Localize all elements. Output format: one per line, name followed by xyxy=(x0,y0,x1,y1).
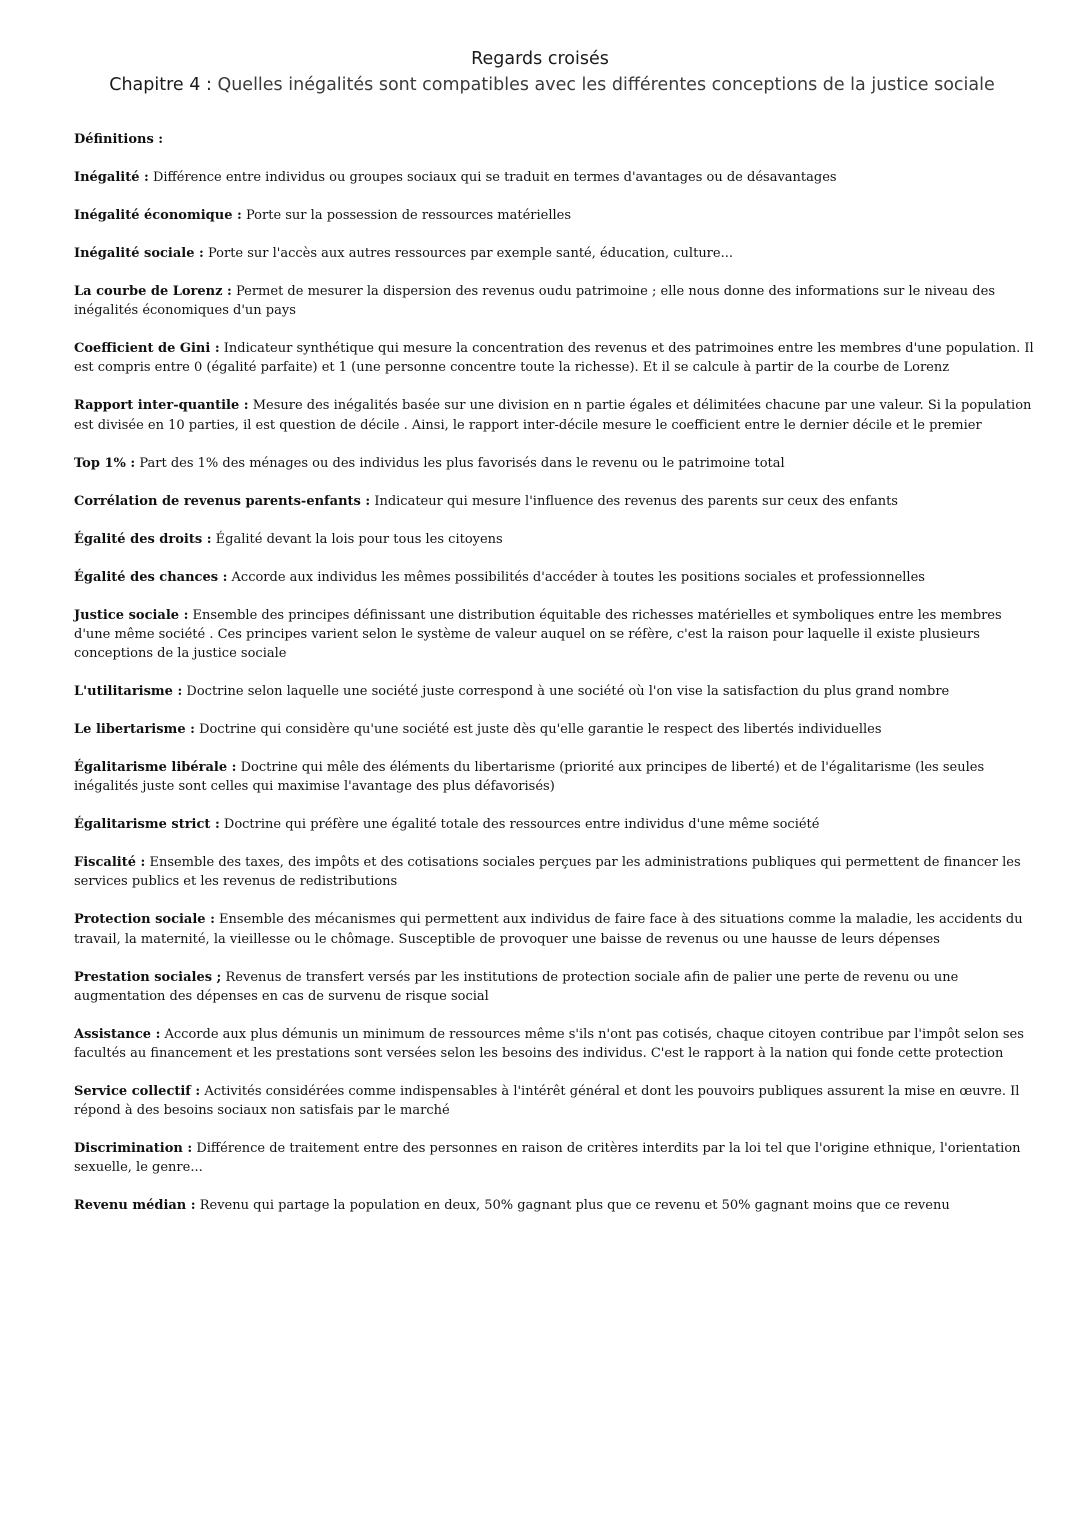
page-title: Regards croisés xyxy=(471,49,609,69)
definitions-section xyxy=(74,130,1034,1234)
definition-item xyxy=(74,606,1034,664)
definition-text: Doctrine selon laquelle une société juste correspond à une société où l'on vise la satisfaction du plus grand nombre xyxy=(186,684,950,700)
definition-item xyxy=(74,568,1034,587)
definition-term: Service collectif : xyxy=(74,1084,201,1100)
chapter-label: Chapitre 4 : xyxy=(109,75,212,95)
definition-item xyxy=(74,530,1034,549)
definition-item xyxy=(74,1082,1034,1120)
page-header xyxy=(0,46,1080,98)
definition-term: Égalité des droits : xyxy=(74,531,212,547)
definition-item xyxy=(74,396,1034,434)
definition-term: Égalitarisme strict : xyxy=(74,817,220,833)
definition-term: Inégalité économique : xyxy=(74,208,242,223)
definition-term: Assistance : xyxy=(74,1026,161,1042)
definition-item xyxy=(74,815,1034,834)
definition-item xyxy=(74,968,1034,1006)
chapter-title: Quelles inégalités sont compatibles avec les différentes conceptions de la justice sociale xyxy=(217,75,995,95)
definition-text: Revenus de transfert versés par les institutions de protection sociale afin de palier une perte de revenu ou une augmentation des dépenses en cas de survenu de risque social xyxy=(74,969,959,1004)
definition-item xyxy=(74,1139,1034,1177)
definition-item xyxy=(74,339,1034,377)
definition-term: Protection sociale : xyxy=(74,912,215,928)
definition-term: Corrélation de revenus parents-enfants : xyxy=(74,493,371,509)
definition-term: Fiscalité : xyxy=(74,855,146,871)
definition-text: Ensemble des mécanismes qui permettent aux individus de faire face à des situations comme la maladie, les accidents du travail, la maternité, la vieillesse ou le chômage. Susceptible de provoquer une baisse de revenus ou une hausse de leurs dépenses xyxy=(74,912,1023,947)
section-title: Définitions : xyxy=(74,132,164,147)
definition-term: Top 1% : xyxy=(74,455,136,471)
definition-item xyxy=(74,454,1034,473)
definition-item xyxy=(74,758,1034,796)
definition-text: Accorde aux plus démunis un minimum de ressources même s'ils n'ont pas cotisés, chaque citoyen contribue par l'impôt selon ses facultés au financement et les prestations sont versées selon les besoins des individus. C'est le rapport à la nation qui fonde cette protection xyxy=(74,1026,1024,1062)
definition-term: Rapport inter-quantile : xyxy=(74,398,249,414)
definition-text: Doctrine qui considère qu'une société est juste dès qu'elle garantie le respect des libertés individuelles xyxy=(199,722,882,738)
chapter-heading xyxy=(24,72,1080,98)
definition-item xyxy=(74,720,1034,739)
definition-item xyxy=(74,492,1034,511)
definition-text: Doctrine qui préfère une égalité totale des ressources entre individus d'une même société xyxy=(223,817,820,833)
definition-text: Indicateur synthétique qui mesure la concentration des revenus et des patrimoines entre les membres d'une population. Il est compris entre 0 (égalité parfaite) et 1 (une personne concentre toute la richesse). Et il se calcule à partir de la courbe de Lorenz xyxy=(74,341,1034,376)
definition-text: Accorde aux individus les mêmes possibilités d'accéder à toutes les positions sociales et professionnelles xyxy=(231,569,925,585)
definition-term: Inégalité sociale : xyxy=(74,246,204,261)
definition-text: Égalité devant la lois pour tous les citoyens xyxy=(215,531,503,547)
definition-term: Prestation sociales ; xyxy=(74,969,222,985)
definitions-list xyxy=(74,168,1034,1216)
definition-item xyxy=(74,244,1034,263)
definition-text: Permet de mesurer la dispersion des revenus oudu patrimoine ; elle nous donne des informations sur le niveau des inégalités économiques d'un pays xyxy=(74,284,995,319)
definition-text: Ensemble des taxes, des impôts et des cotisations sociales perçues par les administrations publiques qui permettent de financer les services publics et les revenus de redistributions xyxy=(74,855,1021,890)
definition-text: Doctrine qui mêle des éléments du libertarisme (priorité aux principes de liberté) et de l'égalitarisme (les seules inégalités juste sont celles qui maximise l'avantage des plus défavorisés) xyxy=(74,760,985,795)
definition-item xyxy=(74,1196,1034,1215)
definition-term: Inégalité : xyxy=(74,170,149,185)
definition-text: Indicateur qui mesure l'influence des revenus des parents sur ceux des enfants xyxy=(374,493,898,509)
definition-text: Porte sur la possession de ressources matérielles xyxy=(245,208,572,223)
definition-item xyxy=(74,853,1034,891)
definition-text: Mesure des inégalités basée sur une division en n partie égales et délimitées chacune par une valeur. Si la population est divisée en 10 parties, il est question de décile . Ainsi, le rapport inter-décile mesure le coefficient entre le dernier décile et le premier xyxy=(74,398,1032,433)
definition-term: Le libertarisme : xyxy=(74,722,195,738)
definition-item xyxy=(74,1025,1034,1063)
definition-term: Discrimination : xyxy=(74,1141,193,1157)
definition-item xyxy=(74,206,1034,225)
definition-text: Part des 1% des ménages ou des individus les plus favorisés dans le revenu ou le patrimoine total xyxy=(139,455,785,471)
definition-item xyxy=(74,168,1034,187)
definition-term: Revenu médian : xyxy=(74,1198,196,1214)
definition-text: Revenu qui partage la population en deux, 50% gagnant plus que ce revenu et 50% gagnant moins que ce revenu xyxy=(199,1198,950,1214)
definition-item xyxy=(74,682,1034,701)
definition-item xyxy=(74,282,1034,320)
definition-text: Activités considérées comme indispensables à l'intérêt général et dont les pouvoirs publiques assurent la mise en œuvre. Il répond à des besoins sociaux non satisfais par le marché xyxy=(74,1084,1020,1119)
definition-term: L'utilitarisme : xyxy=(74,684,183,700)
definition-term: Égalitarisme libérale : xyxy=(74,760,237,776)
definition-term: La courbe de Lorenz : xyxy=(74,284,232,299)
definition-text: Différence de traitement entre des personnes en raison de critères interdits par la loi tel que l'origine ethnique, l'orientation sexuelle, le genre... xyxy=(74,1141,1021,1176)
definition-term: Égalité des chances : xyxy=(74,569,228,585)
definition-text: Ensemble des principes définissant une distribution équitable des richesses matérielles et symboliques entre les membres d'une même société . Ces principes varient selon le système de valeur auquel on se réfère, c'est la raison pour laquelle il existe plusieurs conceptions de la justice sociale xyxy=(74,607,1002,662)
definition-text: Porte sur l'accès aux autres ressources par exemple santé, éducation, culture... xyxy=(207,246,733,261)
definition-term: Coefficient de Gini : xyxy=(74,341,220,357)
definition-text: Différence entre individus ou groupes sociaux qui se traduit en termes d'avantages ou de désavantages xyxy=(152,170,837,185)
definition-item xyxy=(74,910,1034,948)
definition-term: Justice sociale : xyxy=(74,607,189,623)
